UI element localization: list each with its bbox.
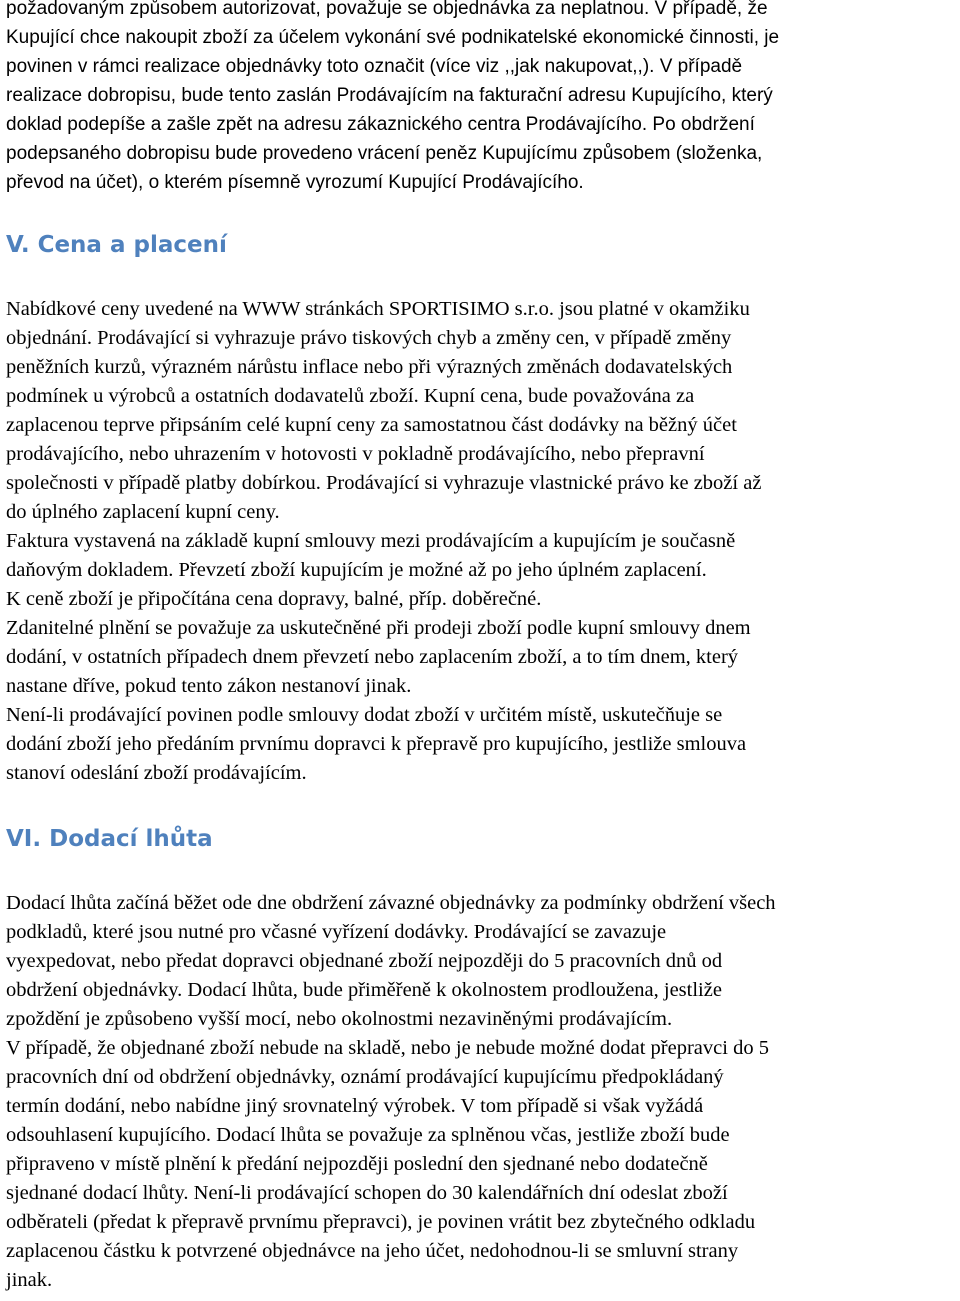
text-line: realizace dobropisu, bude tento zaslán Prodávajícím na fakturační adresu Kupujícího, který bbox=[6, 85, 773, 106]
text-line: vyexpedovat, nebo předat dopravci objednané zboží nejpozději do 5 pracovních dnů od bbox=[6, 950, 723, 972]
text-line: Kupující chce nakoupit zboží za účelem vykonání své podnikatelské ekonomické činnosti, je bbox=[6, 27, 780, 48]
text-line: zaplacenou teprve připsáním celé kupní ceny za samostatnou část dodávky na běžný účet bbox=[6, 414, 737, 436]
text-line: peněžních kurzů, výrazném nárůstu inflace nebo při výrazných změnách dodavatelských bbox=[6, 356, 733, 378]
text-line: zpoždění je způsobeno vyšší mocí, nebo okolnostmi nezaviněnými prodávajícím. bbox=[6, 1008, 673, 1030]
text-line: zaplacenou částku k potvrzené objednávce na jeho účet, nedohodnou-li se smluvní strany bbox=[6, 1240, 739, 1262]
text-line: do úplného zaplacení kupní ceny. bbox=[6, 501, 280, 523]
text-line: termín dodání, nebo nabídne jiný srovnatelný výrobek. V tom případě si však vyžádá bbox=[6, 1095, 704, 1117]
text-line: dodání, v ostatních případech dnem převzetí nebo zaplacením zboží, a to tím dnem, který bbox=[6, 646, 739, 668]
text-line: převod na účet), o kterém písemně vyrozumí Kupující Prodávajícího. bbox=[6, 172, 584, 193]
text-line: nastane dříve, pokud tento zákon nestanoví jinak. bbox=[6, 675, 412, 697]
text-line: Faktura vystavená na základě kupní smlouvy mezi prodávajícím a kupujícím je současně bbox=[6, 530, 736, 552]
text-line: podepsaného dobropisu bude provedeno vrácení peněz Kupujícímu způsobem (složenka, bbox=[6, 143, 763, 164]
text-line: objednání. Prodávající si vyhrazuje právo tiskových chyb a změny cen, v případě změny bbox=[6, 327, 732, 349]
section-heading-delivery-time: VI. Dodací lhůta bbox=[6, 826, 213, 852]
text-line: obdržení objednávky. Dodací lhůta, bude přiměřeně k okolnostem prodloužena, jestliže bbox=[6, 979, 722, 1001]
text-line: daňovým dokladem. Převzetí zboží kupujícím je možné až po jeho úplném zaplacení. bbox=[6, 559, 707, 581]
text-line: odběrateli (předat k přepravě prvnímu přepravci), je povinen vrátit bez zbytečného odkladu bbox=[6, 1211, 756, 1233]
text-line: stanoví odeslání zboží prodávajícím. bbox=[6, 762, 307, 784]
text-line: odsouhlasení kupujícího. Dodací lhůta se považuje za splněnou včas, jestliže zboží bude bbox=[6, 1124, 730, 1146]
section-heading-price-payment: V. Cena a placení bbox=[6, 232, 227, 258]
text-line: Dodací lhůta začíná běžet ode dne obdržení závazné objednávky za podmínky obdržení všech bbox=[6, 892, 776, 914]
text-line: Nabídkové ceny uvedené na WWW stránkách SPORTISIMO s.r.o. jsou platné v okamžiku bbox=[6, 298, 750, 320]
text-line: V případě, že objednané zboží nebude na skladě, nebo je nebude možné dodat přepravci do 5 bbox=[6, 1037, 769, 1059]
text-line: dodání zboží jeho předáním prvnímu dopravci k přepravě pro kupujícího, jestliže smlouva bbox=[6, 733, 747, 755]
text-line: pracovních dní od obdržení objednávky, oznámí prodávající kupujícímu předpokládaný bbox=[6, 1066, 724, 1088]
text-line: Zdanitelné plnění se považuje za uskutečněné při prodeji zboží podle kupní smlouvy dnem bbox=[6, 617, 751, 639]
text-line: sjednané dodací lhůty. Není-li prodávající schopen do 30 kalendářních dní odeslat zboží bbox=[6, 1182, 728, 1204]
text-line: podmínek u výrobců a ostatních dodavatelů zboží. Kupní cena, bude považována za bbox=[6, 385, 695, 407]
text-line: požadovaným způsobem autorizovat, považuje se objednávka za neplatnou. V případě, že bbox=[6, 0, 768, 19]
text-line: Není-li prodávající povinen podle smlouvy dodat zboží v určitém místě, uskutečňuje se bbox=[6, 704, 723, 726]
text-line: povinen v rámci realizace objednávky toto označit (více viz ,,jak nakupovat,,). V případě bbox=[6, 56, 743, 77]
text-line: jinak. bbox=[6, 1269, 53, 1291]
text-line: prodávajícího, nebo uhrazením v hotovosti v pokladně prodávajícího, nebo přepravní bbox=[6, 443, 705, 465]
text-line: podkladů, které jsou nutné pro včasné vyřízení dodávky. Prodávající se zavazuje bbox=[6, 921, 667, 943]
text-line: společnosti v případě platby dobírkou. Prodávající si vyhrazuje vlastnické právo ke zboží až bbox=[6, 472, 762, 494]
text-line: připraveno v místě plnění k předání nejpozději poslední den sjednané nebo dodatečně bbox=[6, 1153, 708, 1175]
text-line: K ceně zboží je připočítána cena dopravy, balné, příp. doběrečné. bbox=[6, 588, 542, 610]
text-line: doklad podepíše a zašle zpět na adresu zákaznického centra Prodávajícího. Po obdržení bbox=[6, 114, 755, 135]
